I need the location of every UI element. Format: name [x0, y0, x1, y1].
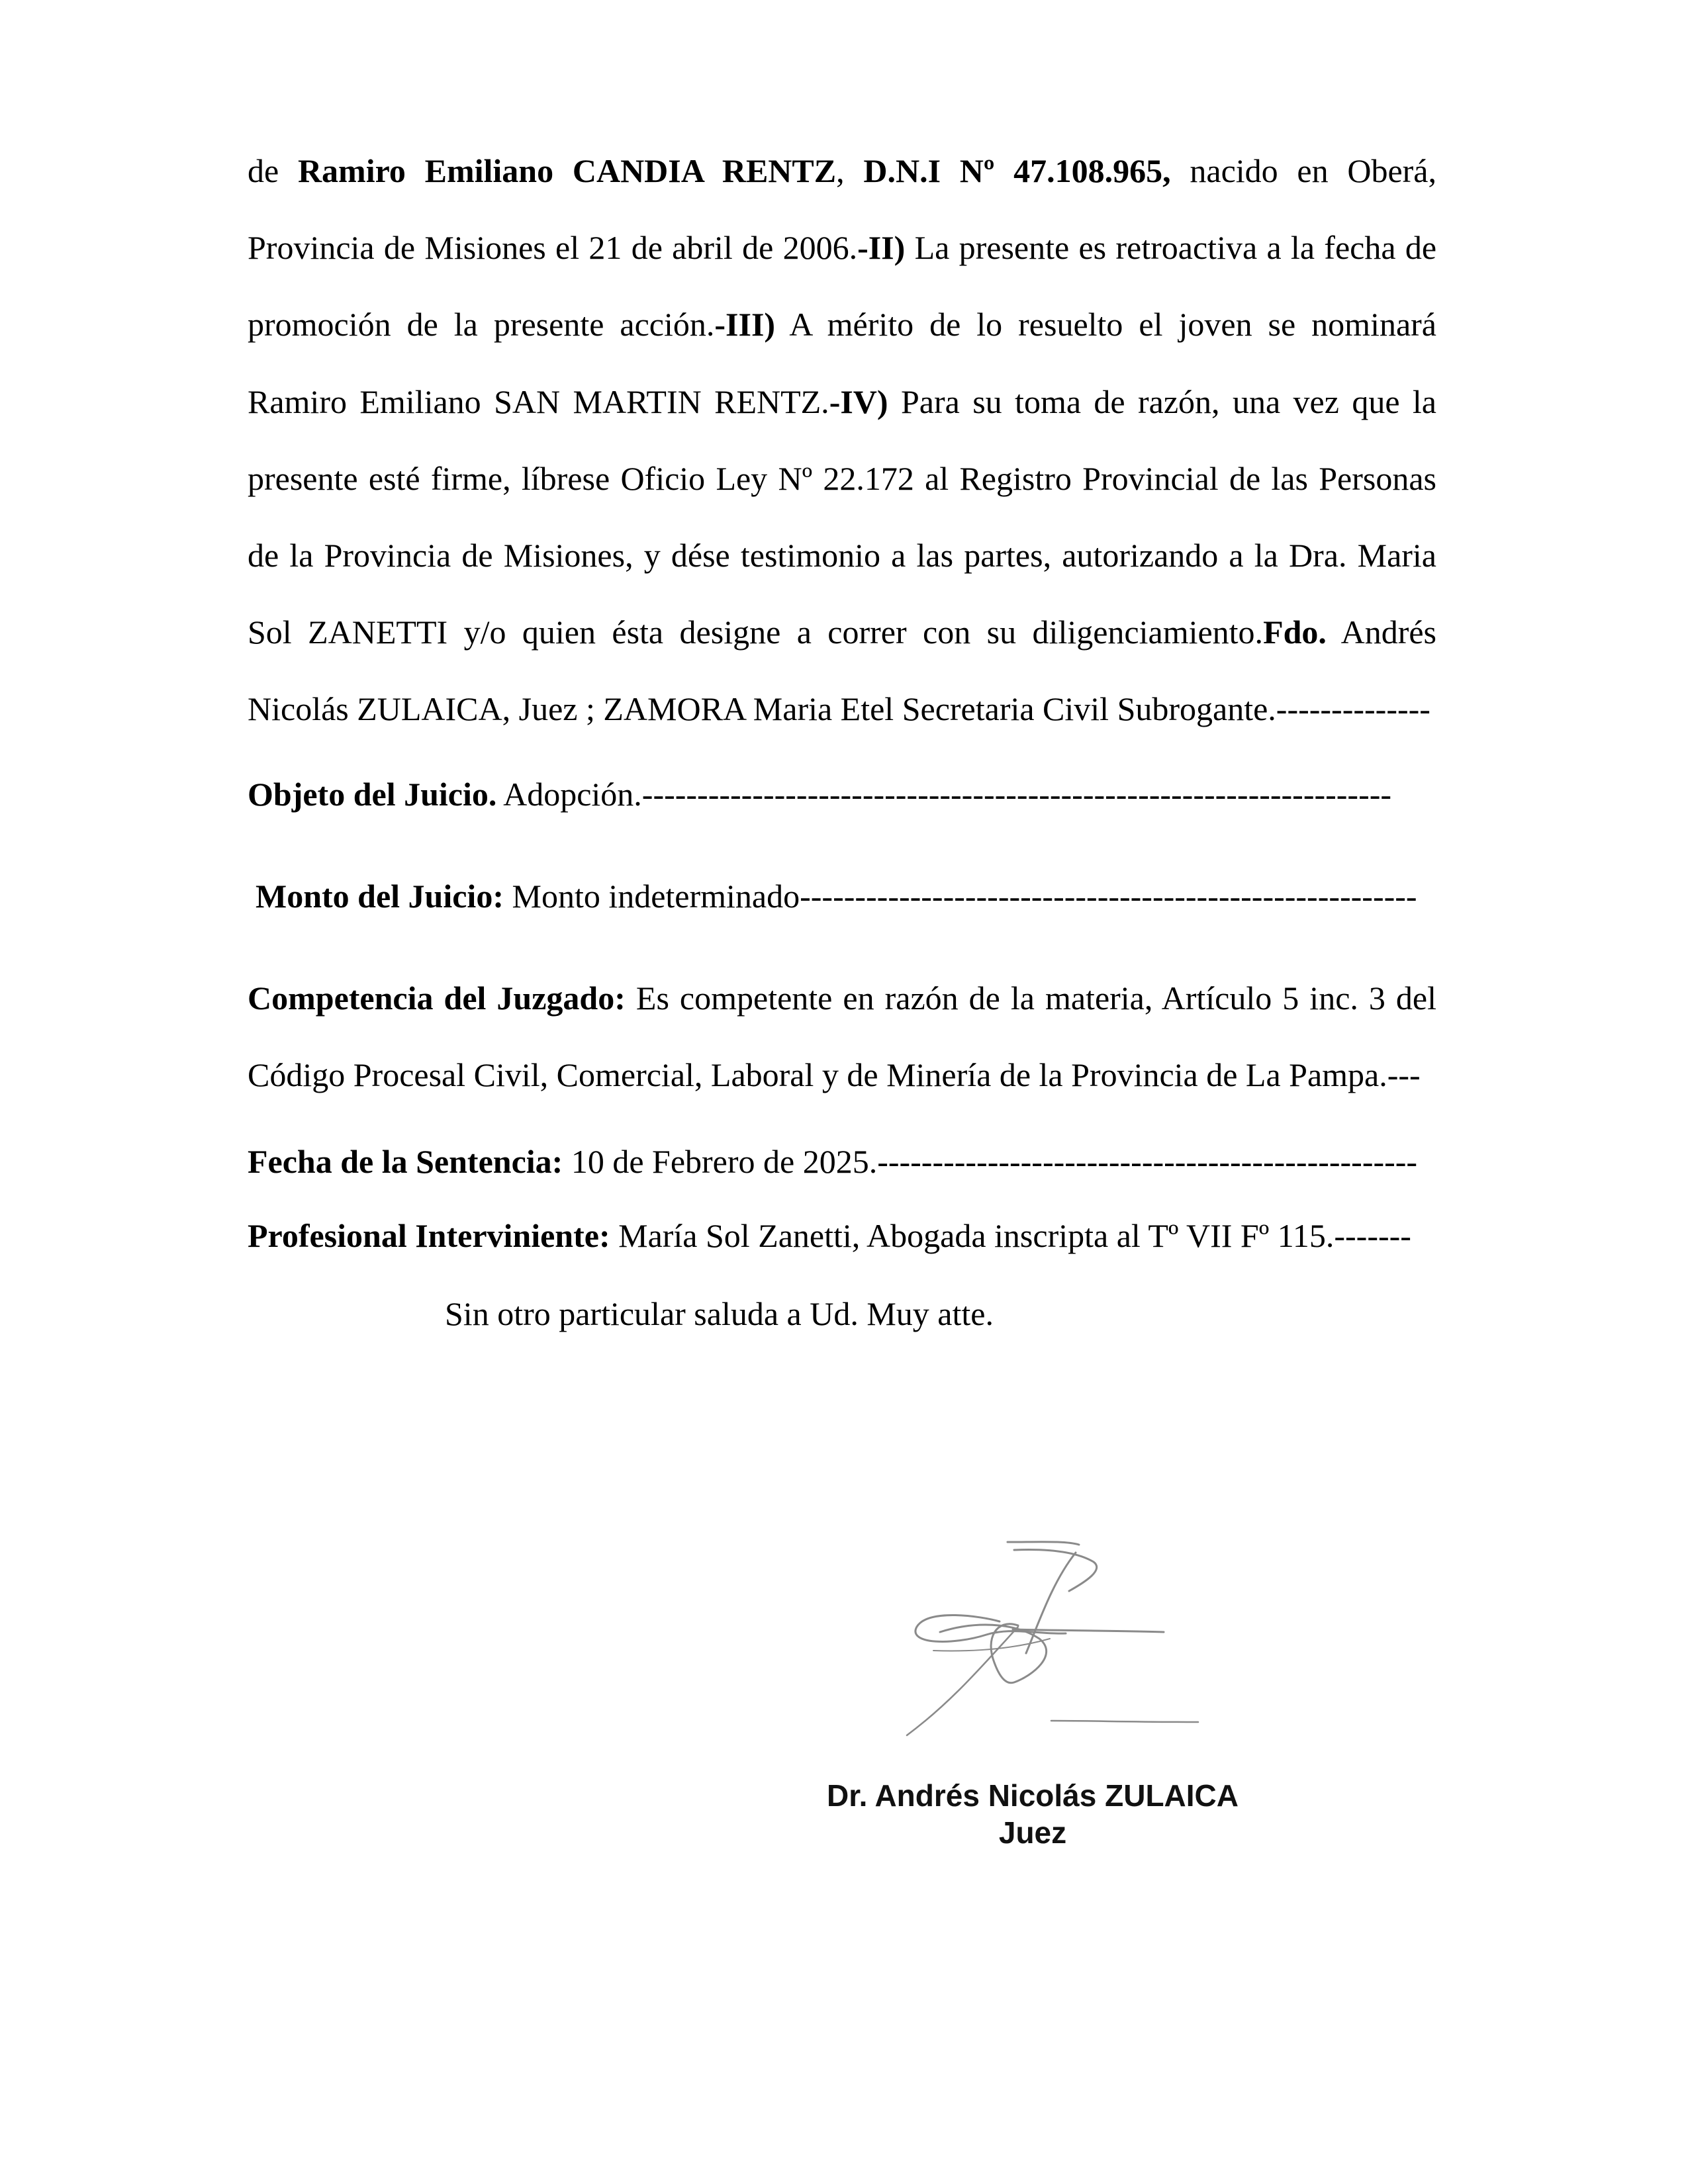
signatory-title: Juez	[998, 1815, 1067, 1850]
profesional-line	[248, 1197, 1436, 1274]
text-segment: de	[248, 152, 298, 189]
bold-name: Ramiro Emiliano CANDIA RENTZ	[297, 152, 837, 189]
bold-dni: D.N.I Nº 47.108.965,	[863, 152, 1171, 189]
monto-line	[256, 858, 1444, 934]
text-segment: nacido en Oberá, Provincia de Misiones el 21 de abril de 2006.	[248, 152, 1436, 267]
bold-marker-ii: -II)	[857, 229, 906, 267]
text-segment: Andrés Nicolás ZULAICA, Juez ; ZAMORA Maria Etel Secretaria Civil Subrogante.--------------	[248, 614, 1436, 728]
signatory-name: Dr. Andrés Nicolás ZULAICA	[827, 1778, 1239, 1813]
bold-marker-fdo: Fdo.	[1263, 614, 1327, 651]
objeto-label: Objeto del Juicio.	[248, 776, 497, 813]
competencia-paragraph	[248, 960, 1436, 1113]
objeto-value: Adopción.--------------------------------------------------------------------	[496, 776, 1392, 813]
competencia-value: Es competente en razón de la materia, Artículo 5 inc. 3 del Código Procesal Civil, Comercial, Laboral y de Minería de la Provincia de La Pampa.---	[248, 979, 1437, 1093]
profesional-value: María Sol Zanetti, Abogada inscripta al Tº VII Fº 115.-------	[610, 1217, 1411, 1254]
handwritten-signature	[841, 1522, 1211, 1760]
monto-value: Monto indeterminado--------------------------------------------------------	[503, 878, 1417, 915]
signature-drawing	[841, 1522, 1211, 1760]
monto-label: Monto del Juicio:	[256, 878, 504, 915]
objeto-line	[248, 756, 1436, 833]
profesional-label: Profesional Interviniente:	[248, 1217, 610, 1254]
bold-marker-iii: -III)	[714, 306, 776, 343]
competencia-label: Competencia del Juzgado:	[248, 979, 626, 1017]
text-segment: La presente es retroactiva a la fecha de promoción de la presente acción.	[248, 229, 1437, 343]
resolution-paragraph	[248, 132, 1436, 748]
fecha-label: Fecha de la Sentencia:	[248, 1143, 563, 1180]
closing-line: Sin otro particular saluda a Ud. Muy atte.	[445, 1295, 994, 1332]
fecha-value: 10 de Febrero de 2025.-------------------------------------------------	[563, 1143, 1418, 1180]
bold-marker-iv: -IV)	[829, 383, 888, 420]
text-segment: A mérito de lo resuelto el joven se nominará Ramiro Emiliano SAN MARTIN RENTZ.	[248, 306, 1436, 420]
text-segment: Para su toma de razón, una vez que la presente esté firme, líbrese Oficio Ley Nº 22.172 al Registro Provincial de las Personas de la Provincia de Misiones, y dése testimonio a las partes, autorizando a la Dra. Maria Sol ZANETTI y/o quien ésta designe a correr con su diligenciamiento.	[248, 383, 1436, 651]
text-segment: ,	[836, 152, 864, 189]
fecha-line	[248, 1123, 1436, 1200]
